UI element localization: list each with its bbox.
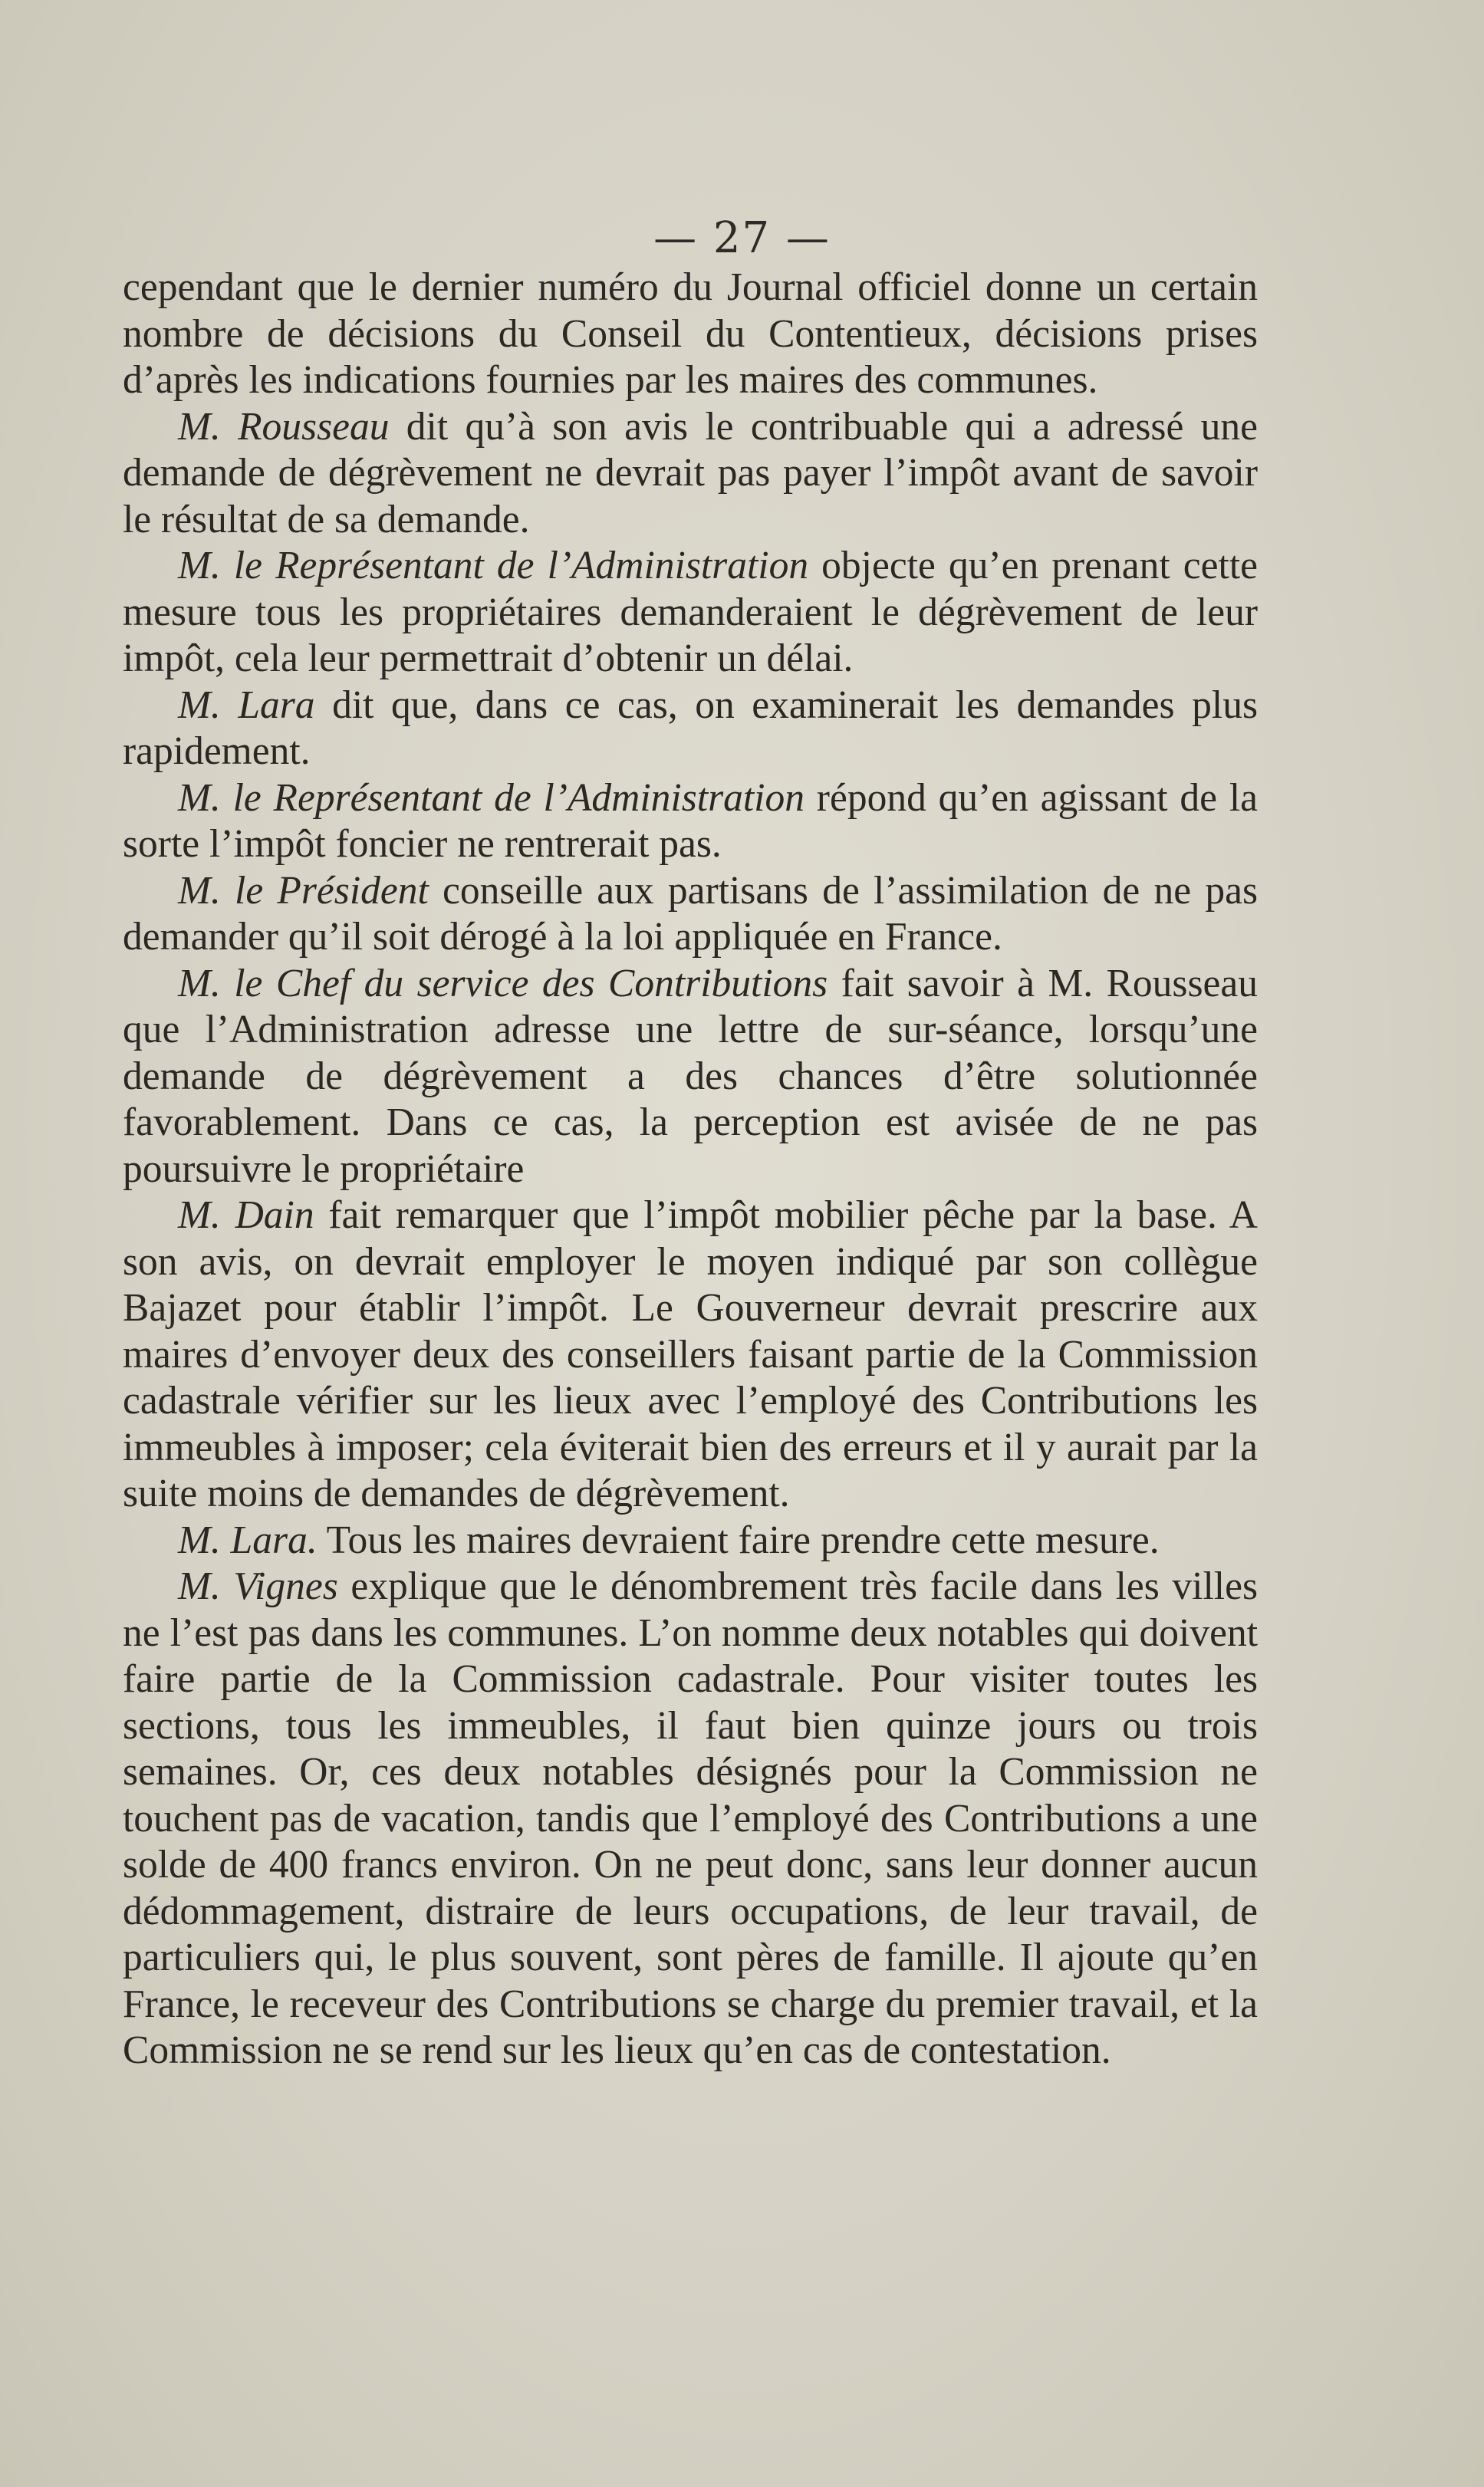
speaker-name: M. le Chef du service des Contributions xyxy=(178,961,828,1005)
paragraph xyxy=(123,868,1258,961)
body-text xyxy=(123,265,1258,2074)
speaker-name: M. le Représentant de l’Administration xyxy=(178,775,805,820)
paragraph-text: dit que, dans ce cas, on examinerait les demandes plus rapidement. xyxy=(123,683,1258,773)
paragraph-text: cependant que le dernier numéro du Journal officiel donne un certain nombre de décisions du Conseil du Contentieux, décisions prises d’après les indications fournies par les maires des communes. xyxy=(123,265,1258,402)
speaker-name: M. Vignes xyxy=(178,1564,338,1608)
speaker-name: M. Rousseau xyxy=(178,404,390,449)
speaker-name: M. le Président xyxy=(178,868,429,913)
paragraph xyxy=(123,683,1258,775)
paragraph-text: objecte qu’en prenant cette mesure tous les propriétaires demanderaient le dégrèvement de leur impôt, cela leur permettrait d’obtenir un délai. xyxy=(123,544,1258,680)
paragraph xyxy=(123,1564,1258,2074)
paragraph xyxy=(123,265,1258,404)
paragraph-text: Tous les maires devraient faire prendre cette mesure. xyxy=(317,1518,1160,1562)
paragraph xyxy=(123,404,1258,544)
paragraph-text: explique que le dénombrement très facile dans les villes ne l’est pas dans les communes. L’on nomme deux notables qui doivent faire partie de la Commission cadastrale. Pour visiter toutes les sections, tous les immeubles, il faut bien quinze jours ou trois semaines. Or, ces deux notables désignés pour la Commission ne touchent pas de vacation, tandis que l’employé des Contributions a une solde de 400 francs environ. On ne peut donc, sans leur donner aucun dédommagement, distraire de leurs occupations, de leur travail, de particuliers qui, le plus souvent, sont pères de famille. Il ajoute qu’en France, le receveur des Contributions se charge du premier travail, et la Commission ne se rend sur les lieux qu’en cas de contestation. xyxy=(123,1564,1259,2072)
speaker-name: M. le Représentant de l’Administration xyxy=(178,544,809,587)
paragraph xyxy=(123,1193,1258,1518)
speaker-name: M. Lara xyxy=(178,683,315,727)
paragraph xyxy=(123,775,1258,868)
paragraph-text: fait remarquer que l’impôt mobilier pêche par la base. A son avis, on devrait employer le moyen indiqué par son collègue Bajazet pour établir l’impôt. Le Gouverneur devrait prescrire aux maires d’envoyer deux des conseillers faisant partie de la Commission cadastrale vérifier sur les lieux avec l’employé des Contributions les immeubles à imposer; cela éviterait bien des erreurs et il y aurait par la suite moins de demandes de dégrèvement. xyxy=(123,1193,1258,1515)
paragraph xyxy=(123,543,1258,683)
paragraph-text: fait savoir à M. Rousseau que l’Administration adresse une lettre de sur-séance, lorsqu’une demande de dégrèvement a des chances d’être solutionnée favorablement. Dans ce cas, la perception est avisée de ne pas poursuivre le propriétaire xyxy=(123,961,1258,1191)
paragraph xyxy=(123,1518,1258,1564)
paragraph-text: répond qu’en agissant de la sorte l’impôt foncier ne rentrerait pas. xyxy=(123,775,1258,866)
paragraph-text: conseille aux partisans de l’assimilation de ne pas demander qu’il soit dérogé à la loi appliquée en France. xyxy=(123,868,1258,959)
speaker-name: M. Dain xyxy=(178,1193,314,1237)
page-number: — 27 — xyxy=(653,213,831,263)
paragraph xyxy=(123,961,1258,1193)
speaker-name: M. Lara. xyxy=(178,1518,318,1562)
paragraph-text: dit qu’à son avis le contribuable qui a adressé une demande de dégrèvement ne devrait pas payer l’impôt avant de savoir le résultat de sa demande. xyxy=(123,404,1258,541)
